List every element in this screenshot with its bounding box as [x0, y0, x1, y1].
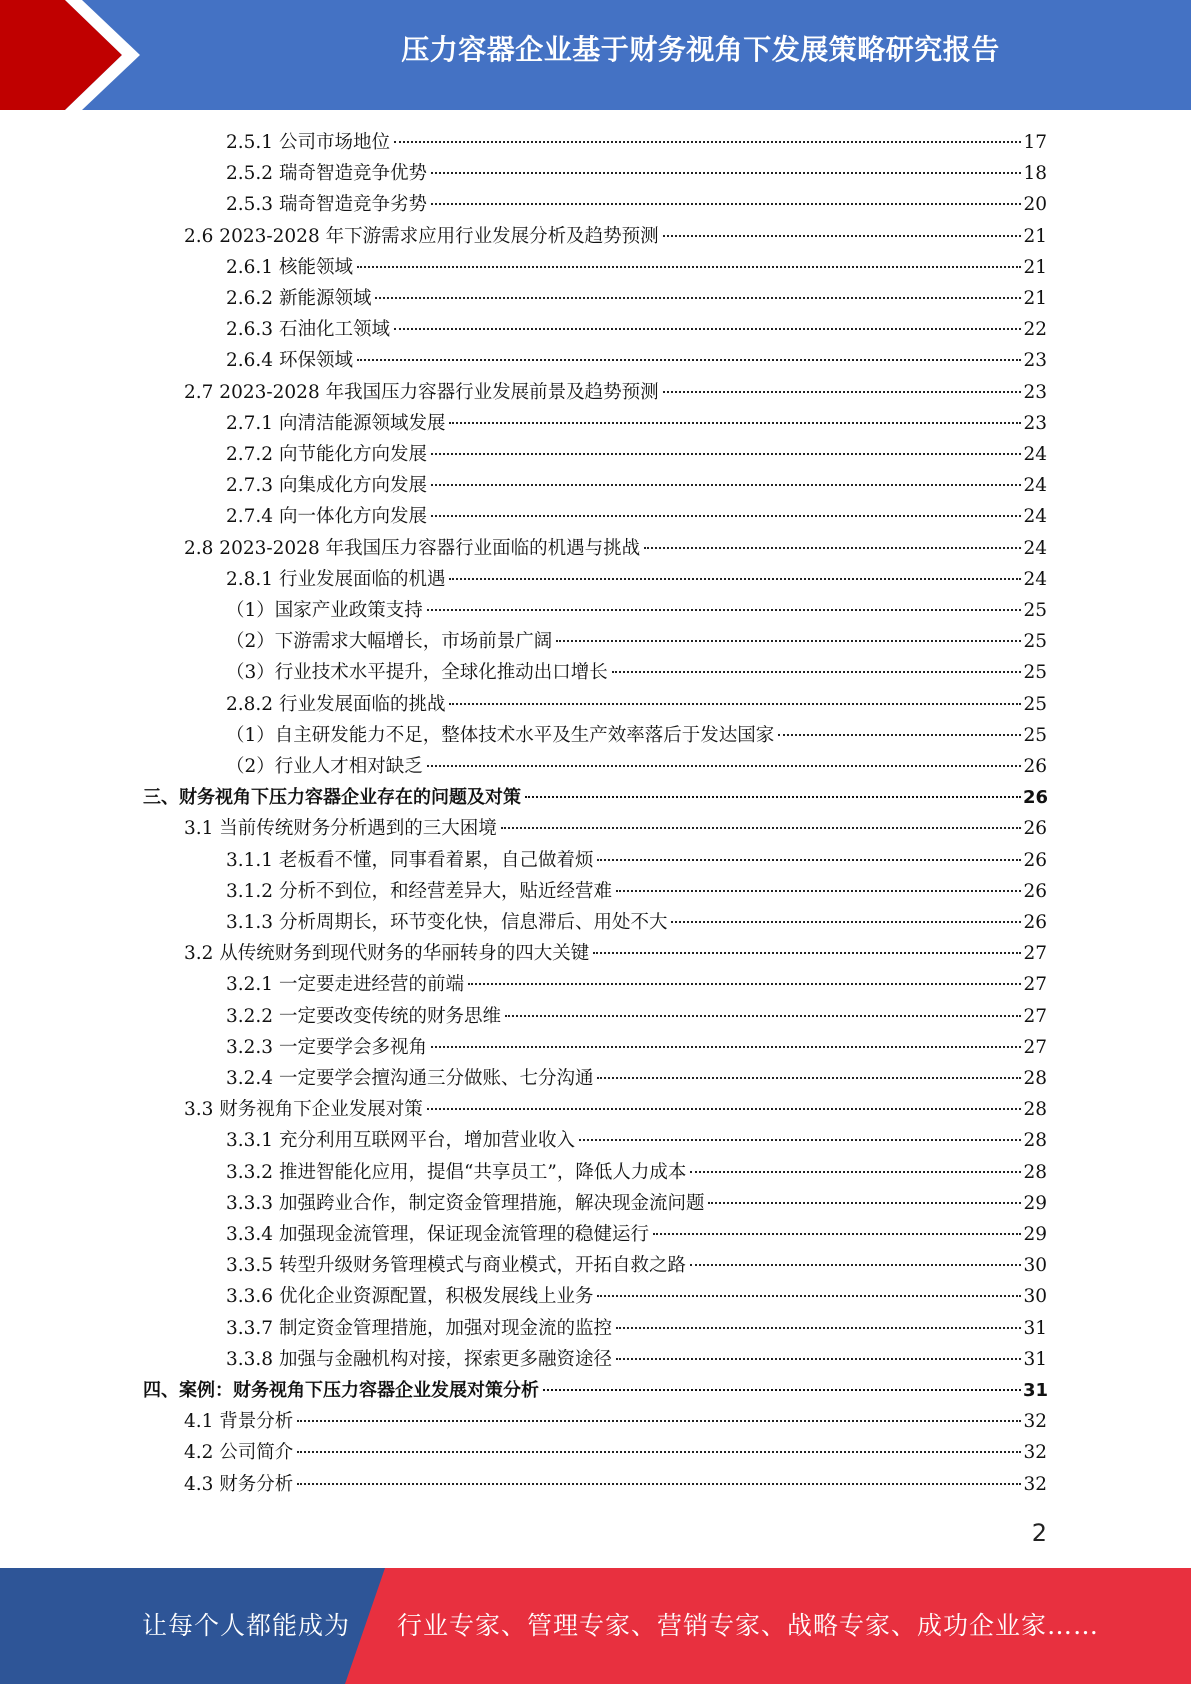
- toc-dot-leader: [427, 609, 1021, 611]
- toc-entry-title: 4.2 公司简介: [184, 1442, 294, 1464]
- toc-entry-title: 2.6.1 核能领域: [226, 256, 353, 278]
- toc-entry-title: 2.6.4 环保领域: [226, 350, 353, 372]
- toc-entry-title: 3.3.3 加强跨业合作，制定资金管理措施，解决现金流问题: [226, 1192, 705, 1214]
- toc-entry-title: 3.3.6 优化企业资源配置，积极发展线上业务: [226, 1286, 594, 1308]
- toc-entry-page: 27: [1023, 943, 1047, 965]
- toc-entry-title: 2.5.2 瑞奇智造竞争优势: [226, 163, 427, 185]
- toc-entry[interactable]: [226, 252, 1047, 283]
- toc-entry-title: 2.8.1 行业发展面临的机遇: [226, 568, 446, 590]
- toc-dot-leader: [394, 141, 1021, 143]
- toc-entry[interactable]: [226, 439, 1047, 470]
- toc-entry[interactable]: [226, 689, 1047, 720]
- toc-entry[interactable]: [226, 1250, 1047, 1281]
- toc-entry-page: 26: [1023, 787, 1049, 809]
- toc-dot-leader: [525, 796, 1021, 798]
- toc-entry-title: 3.3.7 制定资金管理措施，加强对现金流的监控: [226, 1317, 612, 1339]
- toc-entry-page: 23: [1023, 381, 1047, 403]
- toc-dot-leader: [427, 765, 1021, 767]
- toc-entry[interactable]: [226, 470, 1047, 501]
- toc-entry-page: 21: [1023, 288, 1047, 309]
- toc-entry[interactable]: [226, 1281, 1047, 1312]
- toc-entry-page: 26: [1023, 756, 1047, 777]
- toc-entry[interactable]: [184, 533, 1047, 564]
- toc-entry[interactable]: [226, 1063, 1047, 1094]
- toc-entry-page: 17: [1023, 132, 1047, 153]
- toc-entry[interactable]: [226, 657, 1047, 688]
- toc-dot-leader: [778, 734, 1021, 736]
- toc-entry-page: 25: [1023, 631, 1047, 653]
- toc-entry-page: 29: [1023, 1192, 1047, 1214]
- toc-entry-page: 26: [1023, 880, 1047, 902]
- toc-dot-leader: [297, 1451, 1021, 1453]
- toc-entry-title: 4.3 财务分析: [184, 1473, 294, 1495]
- toc-entry-page: 23: [1023, 412, 1047, 434]
- toc-entry-title: 2.8.2 行业发展面临的挑战: [226, 693, 446, 715]
- toc-dot-leader: [556, 640, 1021, 642]
- toc-entry[interactable]: [226, 876, 1047, 907]
- toc-entry[interactable]: [226, 189, 1047, 220]
- toc-dot-leader: [644, 547, 1021, 549]
- toc-entry[interactable]: [184, 377, 1047, 408]
- toc-entry[interactable]: [226, 751, 1047, 782]
- toc-entry-page: 23: [1023, 350, 1047, 372]
- toc-dot-leader: [708, 1202, 1021, 1204]
- toc-entry[interactable]: [226, 1188, 1047, 1219]
- toc-dot-leader: [543, 1389, 1021, 1391]
- toc-dot-leader: [663, 391, 1021, 393]
- toc-dot-leader: [431, 515, 1021, 517]
- toc-entry-title: （1）自主研发能力不足，整体技术水平及生产效率落后于发达国家: [226, 724, 775, 746]
- toc-dot-leader: [597, 1295, 1021, 1297]
- toc-entry[interactable]: [184, 938, 1047, 969]
- toc-entry-title: 2.5.1 公司市场地位: [226, 132, 390, 153]
- toc-dot-leader: [449, 578, 1021, 580]
- toc-entry[interactable]: [184, 1094, 1047, 1125]
- toc-entry-title: 3.3.5 转型升级财务管理模式与商业模式，开拓自救之路: [226, 1255, 686, 1277]
- toc-entry-title: （3）行业技术水平提升，全球化推动出口增长: [226, 662, 608, 684]
- toc-entry-title: 3.2.4 一定要学会擅沟通三分做账、七分沟通: [226, 1068, 594, 1089]
- toc-entry[interactable]: [226, 283, 1047, 314]
- report-title: 压力容器企业基于财务视角下发展策略研究报告: [401, 33, 1000, 66]
- toc-entry-page: 25: [1023, 693, 1047, 715]
- toc-dot-leader: [431, 484, 1021, 486]
- toc-entry[interactable]: [184, 221, 1047, 252]
- toc-entry-page: 21: [1023, 225, 1047, 247]
- toc-entry-title: 3.1.1 老板看不懂，同事看着累，自己做着烦: [226, 849, 594, 871]
- toc-entry-page: 31: [1023, 1317, 1047, 1339]
- toc-entry-title: 3.1.3 分析周期长，环节变化快，信息滞后、用处不大: [226, 912, 668, 933]
- toc-entry-title: 2.7.2 向节能化方向发展: [226, 444, 427, 465]
- toc-dot-leader: [597, 1077, 1021, 1079]
- toc-dot-leader: [357, 359, 1021, 361]
- toc-dot-leader: [616, 1327, 1021, 1329]
- toc-entry-title: （1）国家产业政策支持: [226, 600, 423, 621]
- toc-entry[interactable]: [184, 1437, 1047, 1468]
- toc-entry-title: 3.2.1 一定要走进经营的前端: [226, 974, 464, 996]
- toc-entry-page: 30: [1023, 1286, 1047, 1308]
- toc-dot-leader: [579, 1139, 1021, 1141]
- toc-dot-leader: [653, 1233, 1021, 1235]
- toc-entry[interactable]: [143, 1375, 1047, 1406]
- toc-entry[interactable]: [226, 845, 1047, 876]
- toc-entry[interactable]: [226, 314, 1047, 345]
- toc-entry-title: （2）行业人才相对缺乏: [226, 756, 423, 777]
- toc-entry-page: 24: [1023, 568, 1047, 590]
- toc-entry-page: 28: [1023, 1068, 1047, 1089]
- toc-entry[interactable]: [226, 1344, 1047, 1375]
- toc-entry[interactable]: [226, 1032, 1047, 1063]
- toc-entry[interactable]: [226, 969, 1047, 1000]
- toc-dot-leader: [297, 1483, 1021, 1485]
- toc-dot-leader: [593, 952, 1021, 954]
- toc-entry-title: 3.2.2 一定要改变传统的财务思维: [226, 1005, 501, 1027]
- page-header: [0, 0, 1191, 110]
- toc-entry-title: 2.7.3 向集成化方向发展: [226, 475, 427, 497]
- toc-entry[interactable]: [184, 813, 1047, 844]
- toc-entry-page: 27: [1023, 1005, 1047, 1027]
- toc-entry[interactable]: [143, 782, 1047, 813]
- toc-dot-leader: [468, 983, 1021, 985]
- toc-entry-title: 3.3.8 加强与金融机构对接，探索更多融资途径: [226, 1348, 612, 1370]
- toc-dot-leader: [612, 671, 1021, 673]
- toc-entry[interactable]: [226, 158, 1047, 189]
- toc-dot-leader: [690, 1171, 1021, 1173]
- toc-entry-page: 28: [1023, 1099, 1047, 1121]
- toc-entry[interactable]: [226, 1157, 1047, 1188]
- toc-entry-title: 3.2 从传统财务到现代财务的华丽转身的四大关键: [184, 943, 590, 965]
- toc-entry-page: 27: [1023, 1036, 1047, 1058]
- toc-dot-leader: [375, 297, 1021, 299]
- toc-dot-leader: [431, 453, 1021, 455]
- toc-entry-title: （2）下游需求大幅增长，市场前景广阔: [226, 631, 553, 653]
- toc-entry[interactable]: [226, 626, 1047, 657]
- toc-entry-page: 22: [1023, 319, 1047, 341]
- footer-slogan-left: 让每个人都能成为: [142, 1611, 351, 1640]
- toc-entry-page: 25: [1023, 600, 1047, 621]
- toc-entry-title: 3.1.2 分析不到位，和经营差异大，贴近经营难: [226, 880, 612, 902]
- toc-entry-page: 32: [1023, 1442, 1047, 1464]
- toc-entry[interactable]: [226, 1125, 1047, 1156]
- toc-entry-title: 2.8 2023-2028 年我国压力容器行业面临的机遇与挑战: [184, 537, 641, 559]
- toc-entry-page: 28: [1023, 1130, 1047, 1152]
- toc-entry-title: 2.7 2023-2028 年我国压力容器行业发展前景及趋势预测: [184, 381, 659, 403]
- toc-entry-page: 26: [1023, 912, 1047, 933]
- toc-entry-page: 20: [1023, 194, 1047, 216]
- toc-dot-leader: [501, 827, 1021, 829]
- toc-entry-title: 2.6.3 石油化工领域: [226, 319, 390, 341]
- toc-entry-page: 30: [1023, 1255, 1047, 1277]
- toc-entry[interactable]: [226, 345, 1047, 376]
- toc-entry-page: 27: [1023, 974, 1047, 996]
- toc-entry-page: 28: [1023, 1161, 1047, 1183]
- header-arrow-decoration: [0, 0, 160, 110]
- toc-entry[interactable]: [226, 720, 1047, 751]
- toc-dot-leader: [427, 1108, 1021, 1110]
- page-footer: [0, 1568, 1191, 1684]
- toc-dot-leader: [431, 203, 1021, 205]
- toc-dot-leader: [616, 890, 1021, 892]
- toc-dot-leader: [431, 1046, 1021, 1048]
- toc-dot-leader: [449, 703, 1021, 705]
- toc-entry-page: 18: [1023, 163, 1047, 185]
- toc-entry-page: 32: [1023, 1473, 1047, 1495]
- toc-entry-title: 3.3 财务视角下企业发展对策: [184, 1099, 423, 1121]
- toc-entry-page: 26: [1023, 818, 1047, 840]
- toc-entry-page: 24: [1023, 475, 1047, 497]
- page-number: 2: [1031, 1519, 1047, 1547]
- toc-entry-title: 3.2.3 一定要学会多视角: [226, 1036, 427, 1058]
- toc-entry-page: 26: [1023, 849, 1047, 871]
- toc-dot-leader: [431, 172, 1021, 174]
- toc-dot-leader: [449, 422, 1021, 424]
- toc-entry-page: 24: [1023, 506, 1047, 528]
- toc-entry-title: 2.6 2023-2028 年下游需求应用行业发展分析及趋势预测: [184, 225, 659, 247]
- footer-slogan-right: 行业专家、管理专家、营销专家、战略专家、成功企业家……: [397, 1611, 1100, 1640]
- toc-entry-title: 3.1 当前传统财务分析遇到的三大困境: [184, 818, 497, 840]
- toc-entry-title: 3.3.1 充分利用互联网平台，增加营业收入: [226, 1130, 575, 1152]
- toc-entry-page: 21: [1023, 256, 1047, 278]
- toc-entry-title: 2.6.2 新能源领域: [226, 288, 372, 309]
- toc-dot-leader: [671, 921, 1021, 923]
- toc-entry-title: 4.1 背景分析: [184, 1411, 294, 1433]
- toc-entry-title: 四、案例：财务视角下压力容器企业发展对策分析: [143, 1380, 539, 1401]
- toc-entry-page: 31: [1023, 1380, 1049, 1401]
- toc-entry-title: 3.3.4 加强现金流管理，保证现金流管理的稳健运行: [226, 1224, 649, 1245]
- toc-dot-leader: [690, 1264, 1021, 1266]
- toc-entry-page: 31: [1023, 1348, 1047, 1370]
- toc-entry[interactable]: [226, 564, 1047, 595]
- toc-entry[interactable]: [226, 408, 1047, 439]
- toc-dot-leader: [597, 859, 1021, 861]
- toc-dot-leader: [357, 266, 1021, 268]
- toc-entry[interactable]: [184, 1469, 1047, 1500]
- toc-entry[interactable]: [226, 1001, 1047, 1032]
- toc-dot-leader: [394, 328, 1021, 330]
- toc-entry-title: 三、财务视角下压力容器企业存在的问题及对策: [143, 787, 521, 809]
- toc-entry[interactable]: [226, 127, 1047, 158]
- toc-entry[interactable]: [226, 907, 1047, 938]
- toc-entry-page: 24: [1023, 444, 1047, 465]
- toc-entry-page: 25: [1023, 724, 1047, 746]
- toc-dot-leader: [297, 1420, 1021, 1422]
- toc-entry-title: 2.5.3 瑞奇智造竞争劣势: [226, 194, 427, 216]
- toc-entry[interactable]: [226, 501, 1047, 532]
- toc-dot-leader: [616, 1358, 1021, 1360]
- toc-entry-title: 3.3.2 推进智能化应用，提倡“共享员工”，降低人力成本: [226, 1161, 687, 1183]
- toc-entry-page: 29: [1023, 1224, 1047, 1245]
- toc-dot-leader: [663, 235, 1021, 237]
- toc-entry[interactable]: [226, 1313, 1047, 1344]
- toc-entry-page: 25: [1023, 662, 1047, 684]
- toc-entry-title: 2.7.1 向清洁能源领域发展: [226, 412, 446, 434]
- toc-entry-page: 32: [1023, 1411, 1047, 1433]
- toc-dot-leader: [505, 1015, 1021, 1017]
- toc-entry[interactable]: [226, 1219, 1047, 1250]
- toc-entry[interactable]: [226, 595, 1047, 626]
- toc-entry[interactable]: [184, 1406, 1047, 1437]
- toc-entry-title: 2.7.4 向一体化方向发展: [226, 506, 427, 528]
- toc-entry-page: 24: [1023, 537, 1047, 559]
